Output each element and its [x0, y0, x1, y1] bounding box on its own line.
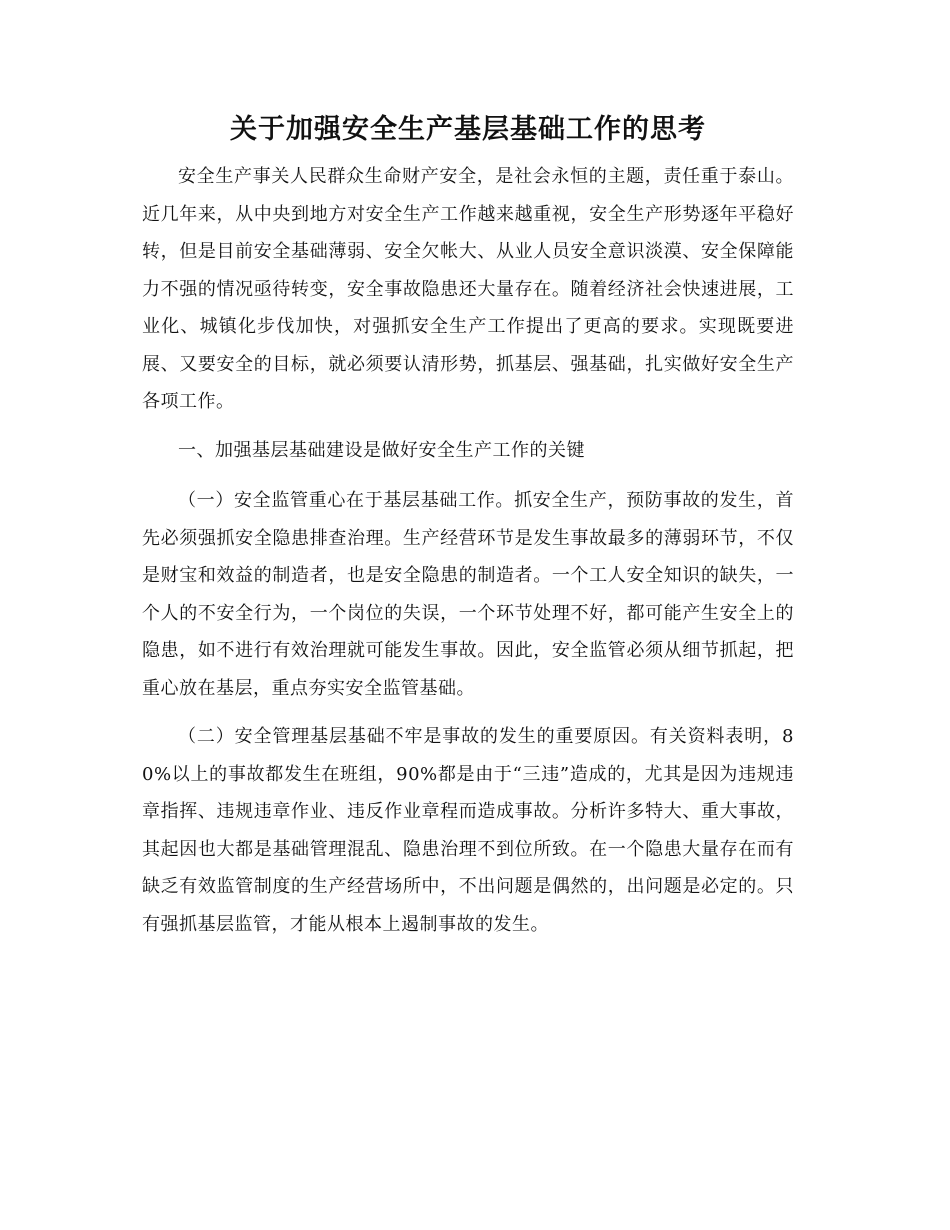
- subsection-paragraph-1: （一）安全监管重心在于基层基础工作。抓安全生产，预防事故的发生，首先必须强抓安全隐患排查治理。生产经营环节是发生事故最多的薄弱环节，不仅是财宝和效益的制造者，也是安全隐患的制造者。一个工人安全知识的缺失，一个人的不安全行为，一个岗位的失误，一个环节处理不好，都可能产生安全上的隐患，如不进行有效治理就可能发生事故。因此，安全监管必须从细节抓起，把重心放在基层，重点夯实安全监管基础。: [142, 490, 794, 699]
- document-page: [142, 108, 794, 954]
- intro-paragraph: 安全生产事关人民群众生命财产安全，是社会永恒的主题，责任重于泰山。近几年来，从中央到地方对安全生产工作越来越重视，安全生产形势逐年平稳好转，但是目前安全基础薄弱、安全欠帐大、从业人员安全意识淡漠、安全保障能力不强的情况亟待转变，安全事故隐患还大量存在。随着经济社会快速进展，工业化、城镇化步伐加快，对强抓安全生产工作提出了更高的要求。实现既要进展、又要安全的目标，就必须要认清形势，抓基层、强基础，扎实做好安全生产各项工作。: [142, 166, 794, 412]
- subsection-paragraph-2: （二）安全管理基层基础不牢是事故的发生的重要原因。有关资料表明，80%以上的事故都发生在班组，90%都是由于“三违”造成的，尤其是因为违规违章指挥、违规违章作业、违反作业章程而造成事故。分析许多特大、重大事故，其起因也大都是基础管理混乱、隐患治理不到位所致。在一个隐患大量存在而有缺乏有效监管制度的生产经营场所中，不出问题是偶然的，出问题是必定的。只有强抓基层监管，才能从根本上遏制事故的发生。: [142, 726, 794, 935]
- document-title: 关于加强安全生产基层基础工作的思考: [230, 114, 706, 145]
- section-heading-1: 一、加强基层基础建设是做好安全生产工作的关键: [178, 439, 585, 461]
